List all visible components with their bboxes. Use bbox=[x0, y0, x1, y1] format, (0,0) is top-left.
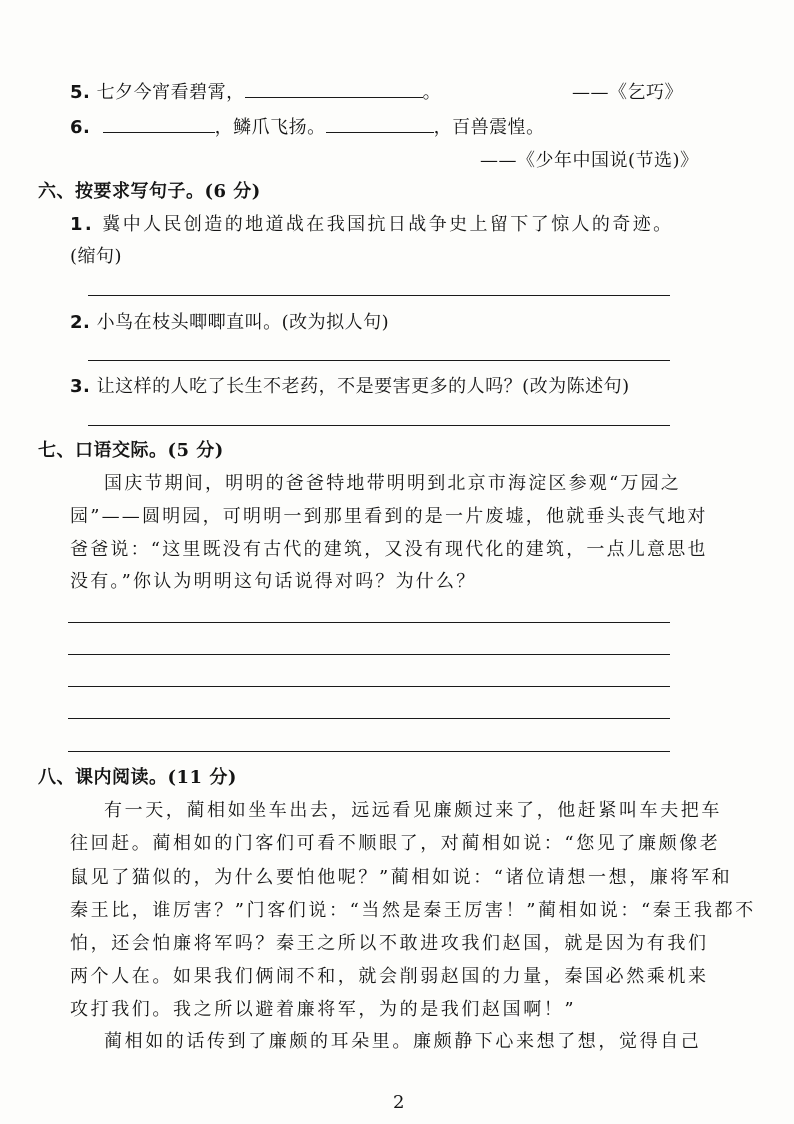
question-text-end: 。 bbox=[422, 82, 442, 103]
reading-line: 怕，还会怕廉将军吗？秦王之所以不敢进攻我们赵国，就是因为有我们 bbox=[70, 933, 709, 954]
rewrite-item-1 bbox=[70, 210, 674, 236]
item-number: 1. bbox=[70, 214, 95, 235]
item-note: (缩句) bbox=[70, 246, 123, 267]
question-text-end: ，百兽震惶。 bbox=[433, 117, 545, 138]
question-number: 6. bbox=[70, 117, 91, 138]
source-citation: ——《乞巧》 bbox=[572, 82, 683, 103]
question-text: 七夕今宵看碧霄， bbox=[96, 82, 245, 103]
item-text: 小鸟在枝头唧唧直叫。(改为拟人句) bbox=[96, 312, 390, 333]
section-8-title: 八、课内阅读。(11 分) bbox=[38, 767, 237, 788]
reading-line: 有一天，蔺相如坐车出去，远远看见廉颇过来了，他赶紧叫车夫把车 bbox=[104, 800, 722, 821]
reading-line: 往回赶。蔺相如的门客们可看不顺眼了，对蔺相如说：“您见了廉颇像老 bbox=[70, 833, 721, 854]
source-citation: ——《少年中国说(节选)》 bbox=[480, 150, 699, 171]
section-7-title: 七、口语交际。(5 分) bbox=[38, 440, 224, 461]
answer-line[interactable] bbox=[68, 622, 670, 623]
answer-blank[interactable] bbox=[326, 116, 434, 133]
answer-line[interactable] bbox=[68, 751, 670, 752]
section-6-title: 六、按要求写句子。(6 分) bbox=[38, 181, 261, 202]
question-number: 5. bbox=[70, 82, 91, 103]
passage-line: 没有。”你认为明明这句话说得对吗？为什么？ bbox=[70, 571, 477, 592]
item-number: 2. bbox=[70, 312, 91, 333]
passage-line: 园”——圆明园，可明明一到那里看到的是一片废墟，他就垂头丧气地对 bbox=[70, 506, 708, 527]
reading-line: 两个人在。如果我们俩闹不和，就会削弱赵国的力量，秦国必然乘机来 bbox=[70, 966, 709, 987]
answer-line[interactable] bbox=[68, 654, 670, 655]
answer-line[interactable] bbox=[88, 295, 670, 296]
question-6 bbox=[70, 113, 545, 139]
item-number: 3. bbox=[70, 376, 91, 397]
page-number: 2 bbox=[393, 1092, 405, 1113]
reading-line: 秦王比，谁厉害？”门客们说：“当然是秦王厉害！”蔺相如说：“秦王我都不 bbox=[70, 900, 756, 921]
answer-blank[interactable] bbox=[103, 116, 215, 133]
answer-line[interactable] bbox=[68, 718, 670, 719]
rewrite-item-2 bbox=[70, 308, 389, 334]
answer-line[interactable] bbox=[68, 686, 670, 687]
reading-line: 攻打我们。我之所以避着廉将军，为的是我们赵国啊！” bbox=[70, 999, 577, 1020]
answer-line[interactable] bbox=[88, 425, 670, 426]
answer-blank[interactable] bbox=[245, 81, 423, 98]
reading-line: 鼠见了猫似的，为什么要怕他呢？”蔺相如说：“诸位请想一想，廉将军和 bbox=[70, 867, 733, 888]
passage-line: 国庆节期间，明明的爸爸特地带明明到北京市海淀区参观“万园之 bbox=[104, 473, 681, 494]
rewrite-item-3 bbox=[70, 372, 630, 398]
question-text: ，鳞爪飞扬。 bbox=[214, 117, 326, 138]
answer-line[interactable] bbox=[88, 360, 670, 361]
question-5 bbox=[70, 78, 441, 104]
reading-line: 蔺相如的话传到了廉颇的耳朵里。廉颇静下心来想了想，觉得自己 bbox=[104, 1031, 702, 1052]
item-text: 让这样的人吃了长生不老药，不是要害更多的人吗？(改为陈述句) bbox=[96, 376, 630, 397]
passage-line: 爸爸说：“这里既没有古代的建筑，又没有现代化的建筑，一点儿意思也 bbox=[70, 539, 708, 560]
item-text: 冀中人民创造的地道战在我国抗日战争史上留下了惊人的奇迹。 bbox=[102, 214, 674, 235]
